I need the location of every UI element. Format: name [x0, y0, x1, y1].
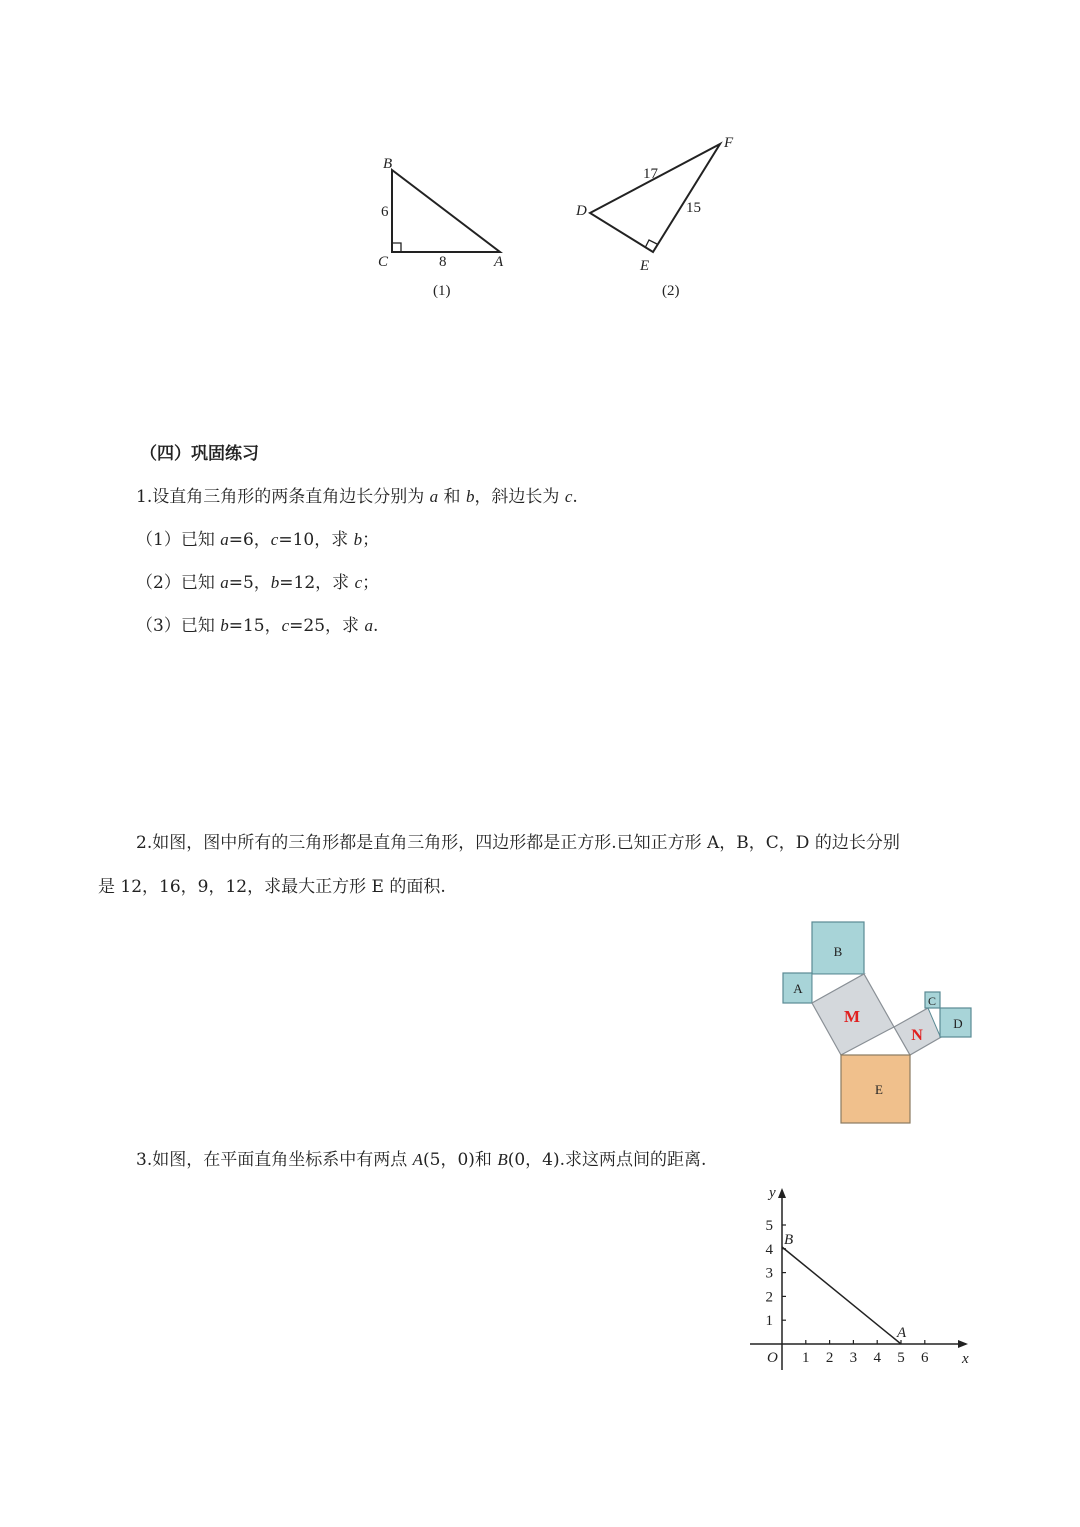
vertex-f-label: F	[724, 135, 734, 151]
side-df-label: 17	[643, 166, 658, 182]
q1-part-2: （2）已知 a=5，b=12，求 c；	[136, 573, 380, 593]
vertex-b-label: B	[383, 156, 393, 172]
x-tick-label: 1	[802, 1350, 810, 1366]
figure-1-caption: (1)	[433, 283, 451, 299]
coordinate-figure	[740, 1180, 980, 1380]
square-a-label: A	[793, 981, 803, 996]
segment-ab	[782, 1247, 901, 1344]
point-b-label: B	[784, 1232, 794, 1248]
x-axis-arrow	[958, 1340, 968, 1348]
q1-part-1: （1）已知 a=6，c=10，求 b；	[136, 530, 380, 550]
vertex-d-label: D	[576, 203, 587, 219]
y-tick-label: 2	[765, 1289, 773, 1306]
figure-2-caption: (2)	[662, 283, 680, 299]
side-ef-label: 15	[686, 200, 701, 216]
squares-figure	[770, 910, 990, 1135]
x-tick-label: 6	[921, 1350, 929, 1366]
q2-line-2: 是 12，16，9，12，求最大正方形 E 的面积.	[98, 877, 446, 897]
triangle-2	[575, 135, 734, 299]
vertex-a-label: A	[494, 254, 504, 270]
x-tick-label: 4	[873, 1350, 881, 1366]
section-heading: （四）巩固练习	[140, 444, 259, 464]
q1-stem: 1.设直角三角形的两条直角边长分别为 a 和 b，斜边长为 c.	[136, 487, 578, 507]
x-axis-label: x	[962, 1351, 969, 1367]
vertex-c-label: C	[378, 254, 389, 270]
triangle-1	[378, 156, 504, 299]
vertex-e-label: E	[640, 258, 650, 274]
side-ca-label: 8	[439, 254, 447, 270]
square-b-label: B	[833, 944, 843, 959]
y-tick-label: 4	[765, 1241, 773, 1258]
square-d-label: D	[953, 1016, 963, 1031]
side-bc-label: 6	[381, 204, 389, 220]
x-tick-label: 5	[897, 1350, 905, 1366]
y-tick-label: 3	[765, 1265, 773, 1282]
square-m-label: M	[843, 1007, 861, 1026]
q1-part-3: （3）已知 b=15，c=25，求 a.	[136, 616, 379, 636]
x-tick-label: 3	[849, 1350, 858, 1366]
origin-label: O	[767, 1350, 778, 1366]
square-c-label: C	[927, 994, 937, 1008]
q2-line-1: 2.如图，图中所有的三角形都是直角三角形，四边形都是正方形.已知正方形 A，B，C，D 的边长分别	[136, 833, 900, 853]
x-tick-label: 2	[825, 1350, 834, 1366]
square-n-label: N	[911, 1027, 923, 1044]
square-e-label: E	[875, 1082, 883, 1097]
q3-stem: 3.如图，在平面直角坐标系中有两点 A(5，0)和 B(0，4).求这两点间的距离.	[136, 1150, 707, 1170]
y-axis-arrow	[778, 1188, 786, 1198]
y-tick-label: 1	[765, 1313, 773, 1330]
y-ticks	[766, 1218, 787, 1329]
y-axis-label: y	[769, 1185, 776, 1201]
y-tick-label: 5	[765, 1218, 773, 1234]
triangle-figures	[0, 0, 1080, 320]
point-a-label: A	[897, 1325, 907, 1341]
